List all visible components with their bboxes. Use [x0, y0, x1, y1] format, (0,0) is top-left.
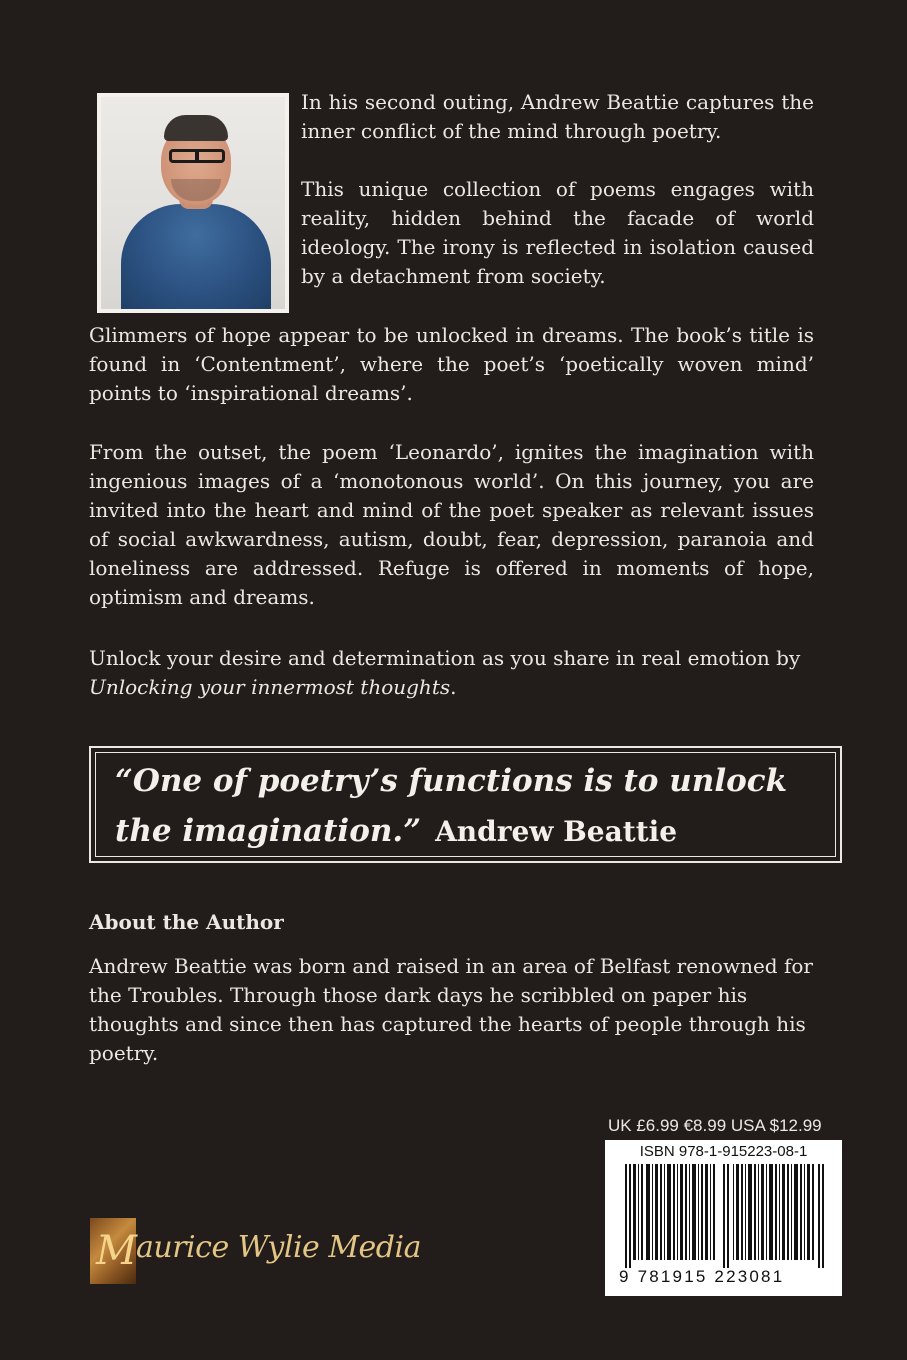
blurb-paragraph-2: This unique collection of poems engages with reality, hidden behind the facade of world ideology. The irony is reflected in isolation caused by a detachment from society.	[301, 177, 814, 288]
pull-quote	[115, 756, 815, 857]
isbn-label: ISBN 978-1-915223-08-1	[639, 1143, 808, 1160]
photo-glasses	[169, 149, 225, 163]
author-photo	[97, 93, 289, 313]
photo-hair	[164, 115, 228, 141]
barcode-icon	[625, 1164, 830, 1268]
about-heading: About the Author	[89, 910, 284, 934]
quote-author: Andrew Beattie	[435, 815, 678, 848]
blurb-paragraph-5	[89, 644, 814, 702]
barcode-panel	[605, 1140, 842, 1296]
author-portrait-image	[101, 97, 285, 309]
blurb-p5-end: .	[450, 675, 457, 699]
quote-text: “One of poetry’s functions is to unlock the imagination.”	[115, 763, 788, 849]
quote-box	[89, 746, 842, 863]
blurb-paragraph-4: From the outset, the poem ‘Leonardo’, ignites the imagination with ingenious images of a ‘monotonous world’. On this journey, you are invited into the heart and mind of the poet speaker as relevant issues of social awkwardness, autism, doubt, fear, depression, paranoia and loneliness are addressed. Refuge is offered in moments of hope, optimism and dreams.	[89, 440, 814, 609]
price-line: UK £6.99 €8.99 USA $12.99	[608, 1116, 822, 1135]
publisher-emblem	[90, 1218, 136, 1284]
about-text: Andrew Beattie was born and raised in an area of Belfast renowned for the Troubles. Through those dark days he scribbled on paper his thoughts and since then has captured the hearts of people through his poetry.	[89, 954, 813, 1065]
blurb-p5-start: Unlock your desire and determination as you share in real emotion by	[89, 646, 801, 670]
photo-shirt	[121, 204, 271, 309]
barcode-digits: 9 781915 223081	[619, 1267, 785, 1286]
blurb-paragraph-1: In his second outing, Andrew Beattie captures the inner conflict of the mind through poetry.	[301, 90, 814, 143]
blurb-paragraph-3: Glimmers of hope appear to be unlocked in dreams. The book’s title is found in ‘Contentment’, where the poet’s ‘poetically woven mind’ points to ‘inspirational dreams’.	[89, 323, 814, 405]
publisher-name: aurice Wylie Media	[136, 1230, 421, 1265]
book-title-italic: Unlocking your innermost thoughts	[89, 675, 451, 699]
publisher-logo	[90, 1218, 421, 1284]
emblem-letter: M	[96, 1228, 137, 1274]
